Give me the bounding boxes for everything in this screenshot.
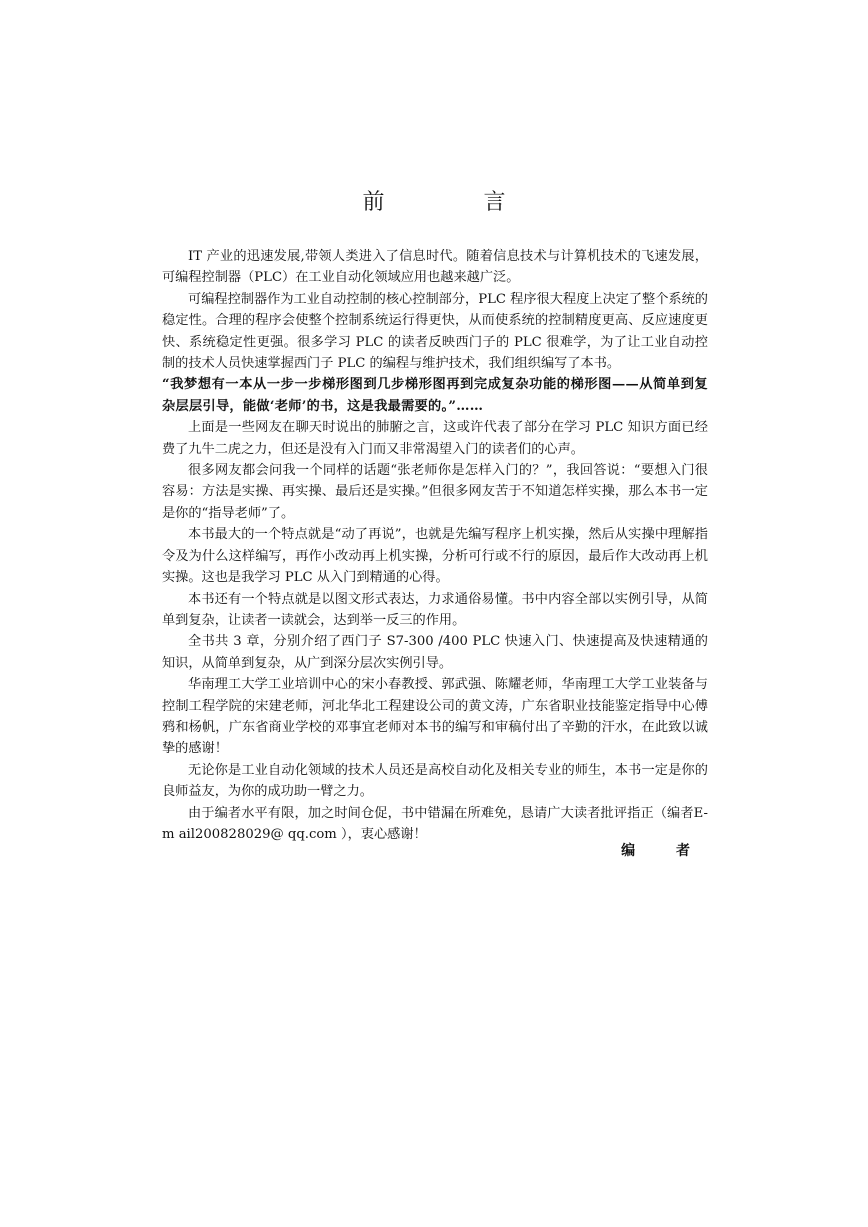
paragraph: IT 产业的迅速发展,带领人类进入了信息时代。随着信息技术与计算机技术的飞速发展，可编程控制器（PLC）在工业自动化领域应用也越来越广泛。 (162, 249, 708, 286)
paragraph: 由于编者水平有限，加之时间仓促，书中错漏在所难免，恳请广大读者批评指正（编者E-m ail200828029@ qq.com ），衷心感谢！ (162, 805, 708, 842)
paragraph: 华南理工大学工业培训中心的宋小春教授、郭武强、陈耀老师，华南理工大学工业装备与控制工程学院的宋建老师，河北华北工程建设公司的黄文涛，广东省职业技能鉴定指导中心傅鸦和杨帆，广东省商业学校的邓事宜老师对本书的编写和审稿付出了辛勤的汗水，在此致以诚挚的感谢！ (162, 677, 708, 757)
quote-paragraph: “我梦想有一本从一步一步梯形图到几步梯形图再到完成复杂功能的梯形图——从简单到复杂层层引导，能做‘老师’的书，这是我最需要的。”…… (162, 377, 708, 414)
page-title: 前 言 (362, 190, 552, 215)
paragraph: 无论你是工业自动化领域的技术人员还是高校自动化及相关专业的师生，本书一定是你的良师益友，为你的成功助一臂之力。 (162, 762, 708, 800)
paragraph: 可编程控制器作为工业自动控制的核心控制部分，PLC 程序很大程度上决定了整个系统的稳定性。合理的程序会使整个控制系统运行得更快，从而使系统的控制精度更高、反应速度更快、系统稳定性更强。很多学习 PLC 的读者反映西门子的 PLC 很难学，为了让工业自动控制的技术人员快速掌握西门子 PLC 的编程与维护技术，我们组织编写了本书。 (162, 291, 708, 372)
paragraph: 全书共 3 章，分别介绍了西门子 S7-300 /400 PLC 快速入门、快速提高及快速精通的知识，从简单到复杂，从广到深分层次实例引导。 (162, 634, 708, 671)
paragraph: 很多网友都会问我一个同样的话题“张老师你是怎样入门的？”，我回答说：“要想入门很容易：方法是实操、再实操、最后还是实操。”但很多网友苦于不知道怎样实操，那么本书一定是你的“指导老师”了。 (162, 463, 708, 521)
paragraph: 上面是一些网友在聊天时说出的肺腑之言，这或许代表了部分在学习 PLC 知识方面已经费了九牛二虎之力，但还是没有入门而又非常渴望入门的读者们的心声。 (162, 420, 708, 457)
paragraph: 本书还有一个特点就是以图文形式表达，力求通俗易懂。书中内容全部以实例引导，从简单到复杂，让读者一读就会，达到举一反三的作用。 (162, 591, 708, 628)
author-signature: 编 者 (621, 843, 708, 859)
preface-body (162, 246, 708, 845)
paragraph: 本书最大的一个特点就是“动了再说”，也就是先编写程序上机实操，然后从实操中理解指令及为什么这样编写，再作小改动再上机实操，分析可行或不行的原因，最后作大改动再上机实操。这也是我学习 PLC 从入门到精通的心得。 (162, 527, 708, 586)
